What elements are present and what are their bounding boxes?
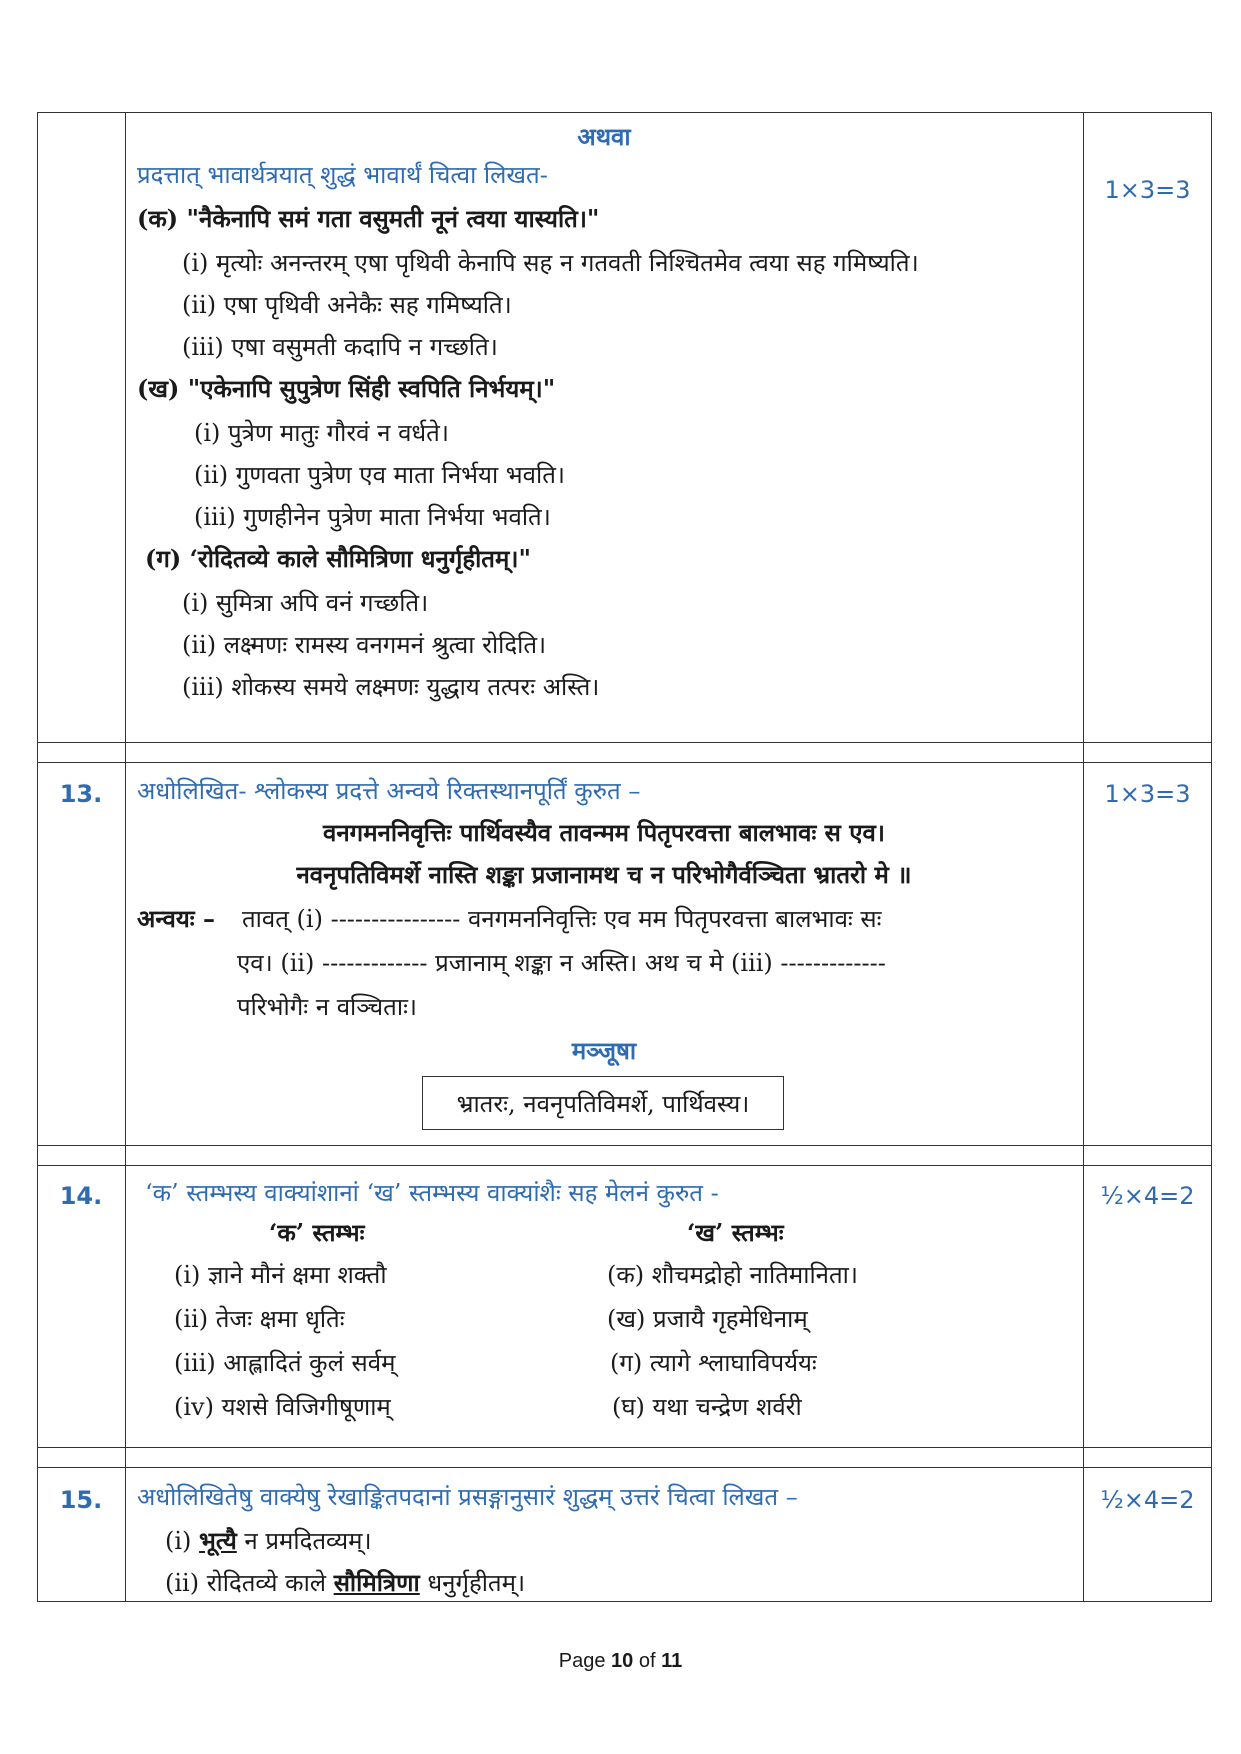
question-number: 13. [59,780,103,808]
sentence-text: (ii) रोदितव्ये काले [165,1569,334,1597]
q13-anvaya-line2: एव। (ii) ------------- प्रजानाम् शङ्का न अस्ति। अथ च मे (iii) ------------- [237,949,886,977]
table-border-left [37,112,38,1602]
column-b-header: ‘ख’ स्तम्भः [687,1218,784,1247]
footer-of-word: of [638,1650,656,1672]
athava-heading: अथवा [577,122,631,151]
item-ga-option: (i) सुमित्रा अपि वनं गच्छति। [182,589,429,617]
column-a-item: (iv) यशसे विजिगीषूणाम् [174,1393,391,1421]
row-divider [37,1447,1212,1448]
column-b-item: (घ) यथा चन्द्रेण शर्वरी [612,1393,802,1421]
column-a-header: ‘क’ स्तम्भः [269,1218,365,1247]
q15-sentence-1 [165,1526,372,1556]
column-a-item: (i) ज्ञाने मौनं क्षमा शक्तौ [174,1261,387,1289]
item-ka-option: (ii) एषा पृथिवी अनेकैः सह गमिष्यति। [182,291,512,319]
q13-marks: 1×3=3 [1104,780,1191,808]
q13-instruction: अधोलिखित- श्लोकस्य प्रदत्ते अन्वये रिक्तस्थानपूर्तिं कुरुत – [137,777,641,805]
total-page-count: 11 [661,1650,683,1672]
current-page-number: 10 [611,1650,634,1672]
item-ga-option: (ii) लक्ष्मणः रामस्य वनगमनं श्रुत्वा रोदिति। [182,631,547,659]
q15-instruction: अधोलिखितेषु वाक्येषु रेखाङ्कितपदानां प्रसङ्गानुसारं शुद्धम् उत्तरं चित्वा लिखत – [137,1483,798,1511]
table-border-top [37,112,1212,113]
q15-sentence-2 [165,1568,525,1598]
footer-page-word: Page [558,1650,606,1672]
column-a-item: (ii) तेजः क्षमा धृतिः [174,1305,345,1333]
q13-anvaya-line1: तावत् (i) ---------------- वनगमननिवृत्तिः एव मम पितृपरवत्ता बालभावः सः [242,905,882,933]
item-kha-option: (iii) गुणहीनेन पुत्रेण माता निर्भया भवति। [194,503,551,531]
athava-instruction: प्रदत्तात् भावार्थत्रयात् शुद्धं भावार्थं चित्वा लिखत- [137,161,548,189]
item-kha-option: (ii) गुणवता पुत्रेण एव माता निर्भया भवति। [194,461,566,489]
item-kha-label: (ख) "एकेनापि सुपुत्रेण सिंही स्वपिति निर्भयम्।" [137,374,556,403]
word-box-title: मञ्जूषा [571,1036,637,1065]
sentence-text: (i) [165,1527,200,1555]
table-border-right [1211,112,1212,1602]
question-number: 15. [59,1486,103,1514]
word-box [422,1076,784,1130]
item-ka-option: (iii) एषा वसुमती कदापि न गच्छति। [182,333,498,361]
underlined-word: सौमित्रिणा [333,1568,420,1597]
item-ka-option: (i) मृत्योः अनन्तरम् एषा पृथिवी केनापि सह न गतवती निश्चितमेव त्वया सह गमिष्यति। [182,249,919,277]
q13-verse-line2: नवनृपतिविमर्शे नास्ति शङ्का प्रजानामथ च न परिभोगैर्वञ्चिता भ्रातरो मे ॥ [296,860,912,889]
row-divider [37,1165,1212,1166]
q14-instruction: ‘क’ स्तम्भस्य वाक्यांशानां ‘ख’ स्तम्भस्य वाक्यांशैः सह मेलनं कुरुत - [145,1179,719,1207]
item-ka-label: (क) "नैकेनापि समं गता वसुमती नूनं त्वया यास्यति।" [137,204,600,233]
q14-marks: ½×4=2 [1100,1182,1195,1210]
row-divider [37,1467,1212,1468]
q13-verse-line1: वनगमननिवृत्तिः पार्थिवस्यैव तावन्मम पितृपरवत्ता बालभावः स एव। [323,818,885,847]
row-divider [37,742,1212,743]
column-divider-1 [125,112,126,1602]
item-ga-label: (ग) ‘रोदितव्ये काले सौमित्रिणा धनुर्गृहीतम्।" [145,544,531,573]
column-divider-2 [1083,112,1084,1602]
question-table [37,112,1212,1602]
athava-marks: 1×3=3 [1104,176,1191,204]
column-b-item: (क) शौचमद्रोहो नातिमानिता। [607,1261,858,1289]
question-number: 14. [59,1182,103,1210]
sentence-text: न प्रमदितव्यम्। [236,1527,372,1555]
underlined-word: भूत्यै [199,1526,237,1555]
q13-anvaya-line3: परिभोगैः न वञ्चिताः। [237,993,418,1021]
column-b-item: (ग) त्यागे श्लाघाविपर्ययः [610,1349,817,1377]
sentence-text: धनुर्गृहीतम्। [419,1569,526,1597]
word-box-words: भ्रातरः, नवनृपतिविमर्शे, पार्थिवस्य। [456,1089,750,1118]
q13-anvaya-label: अन्वयः – [137,904,215,933]
q15-marks: ½×4=2 [1100,1486,1195,1514]
column-b-item: (ख) प्रजायै गृहमेधिनाम् [607,1305,808,1333]
page-footer [0,1650,1241,1673]
item-ga-option: (iii) शोकस्य समये लक्ष्मणः युद्धाय तत्परः अस्ति। [182,673,600,701]
column-a-item: (iii) आह्लादितं कुलं सर्वम् [174,1349,396,1377]
row-divider [37,762,1212,763]
row-divider [37,1145,1212,1146]
table-border-bottom [37,1601,1212,1602]
item-kha-option: (i) पुत्रेण मातुः गौरवं न वर्धते। [194,419,449,447]
